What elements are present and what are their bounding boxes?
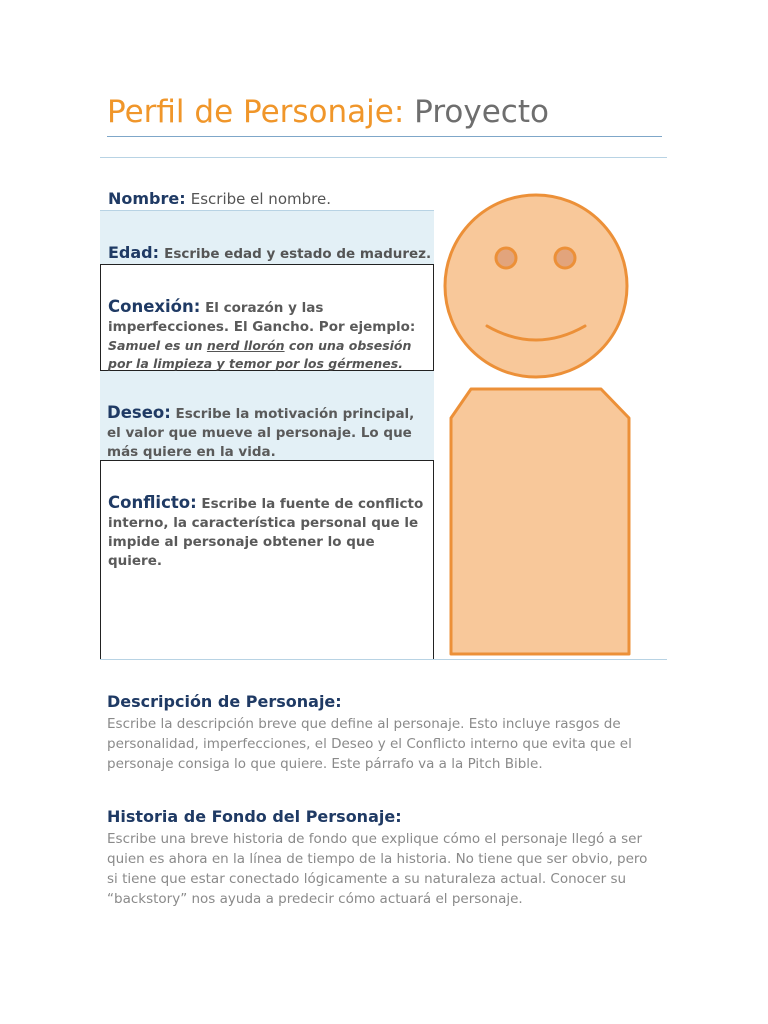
- title-underline: [107, 136, 662, 137]
- field-deseo[interactable]: [100, 371, 434, 461]
- example-text-start: Samuel es un: [108, 338, 207, 353]
- conexion-text: [108, 297, 429, 373]
- nombre-label: Nombre:: [108, 189, 186, 208]
- deseo-label: Deseo:: [107, 403, 171, 422]
- left-eye: [496, 248, 516, 268]
- field-edad[interactable]: [100, 211, 434, 264]
- example-text-end: con una obsesión por la limpieza y temor por los gérmenes.: [108, 338, 412, 371]
- example-underlined: nerd llorón: [206, 338, 285, 353]
- edad-value[interactable]: Escribe edad y estado de madurez.: [164, 246, 432, 262]
- deseo-text: [107, 403, 430, 462]
- smiley-character-icon[interactable]: [440, 186, 640, 660]
- conflicto-value[interactable]: Escribe la fuente de conflicto interno, la característica personal que le impide al personaje obtener lo que quiere.: [108, 496, 424, 569]
- conflicto-label: Conflicto:: [108, 493, 197, 512]
- field-conflicto[interactable]: [100, 460, 434, 660]
- historia-heading: Historia de Fondo del Personaje:: [107, 807, 402, 826]
- historia-body[interactable]: Escribe una breve historia de fondo que explique cómo el personaje llegó a ser quien es ahora en la línea de tiempo de la historia. No tiene que ser obvio, pero si tiene que estar conectado lógicamente a su naturaleza actual. Conocer su “backstory” nos ayuda a predecir cómo actuará el personaje.: [107, 831, 648, 907]
- descripcion-body[interactable]: Escribe la descripción breve que define al personaje. Esto incluye rasgos de personalidad, imperfecciones, el Deseo y el Conflicto interno que evita que el personaje consiga lo que quiere. Este párrafo va a la Pitch Bible.: [107, 716, 632, 772]
- top-separator: [100, 157, 667, 158]
- nombre-value[interactable]: Escribe el nombre.: [190, 190, 331, 208]
- body: [451, 389, 629, 654]
- conexion-value[interactable]: El corazón y las imperfecciones. El Gancho. Por ejemplo:: [108, 300, 416, 335]
- title-project[interactable]: Proyecto: [414, 94, 549, 130]
- right-eye: [555, 248, 575, 268]
- field-conexion[interactable]: [100, 264, 434, 371]
- descripcion-heading: Descripción de Personaje:: [107, 692, 342, 711]
- edad-label: Edad:: [108, 243, 160, 262]
- deseo-value[interactable]: Escribe la motivación principal, el valor que mueve al personaje. Lo que más quiere en la vida.: [107, 406, 415, 460]
- head: [445, 195, 627, 377]
- field-nombre[interactable]: [100, 178, 434, 210]
- conexion-example: [108, 337, 429, 373]
- conflicto-text: [108, 493, 429, 571]
- page-title: [107, 92, 549, 132]
- conexion-label: Conexión:: [108, 297, 201, 316]
- title-main: Perfil de Personaje:: [107, 94, 405, 130]
- bottom-separator: [100, 659, 667, 660]
